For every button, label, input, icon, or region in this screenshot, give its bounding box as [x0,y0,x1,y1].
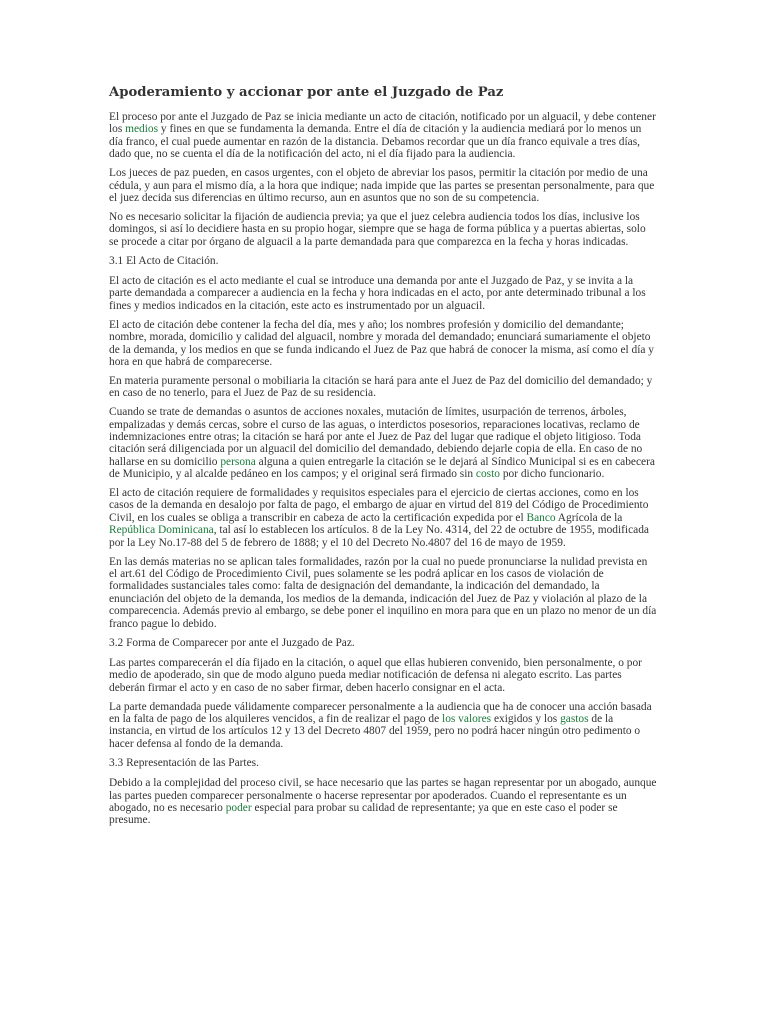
paragraph-2: Los jueces de paz pueden, en casos urgentes, con el objeto de abreviar los pasos, permitir la citación por medio de una cédula, y aun para el mismo día, a la hora que indique; nada impide que las partes se presentan personalmente, para que el juez decida sus diferencias en último recurso, aun en asuntos que no son de su competencia. [109,167,655,204]
text-run: por dicho funcionario. [499,468,605,481]
paragraph-11 [109,701,657,751]
text-run: Agrícola de la [555,511,623,524]
link-gastos[interactable]: gastos [560,713,589,726]
link-republica-dominicana[interactable]: República Dominicana [109,524,214,537]
text-run: especial para probar su calidad de representante; ya que en este caso el poder se presume. [109,802,618,827]
text-run: El proceso por ante el Juzgado de Paz se inicia mediante un acto de citación, notificado por un alguacil, y debe contener los [109,111,656,136]
link-costo[interactable]: costo [475,468,500,481]
text-run: Cuando se trate de demandas o asuntos de acciones noxales, mutación de límites, usurpación de terrenos, árboles, empalizadas y demás cercas, sobre el curso de las aguas, o interdictos posesorios, reparaciones locativas, reclamo de indemnizaciones entre otras; la citación se hará por ante el Juez de Paz del lugar que radique el objeto litigioso. Toda citación será diligenciada por un alguacil del domicilio del demandado, debiendo dejarle copia de ella. En caso de no hallarse en su domicilio [109,406,643,468]
link-poder[interactable]: poder [225,802,252,814]
document-page [109,84,657,833]
paragraph-1 [109,111,657,161]
paragraph-9: En las demás materias no se aplican tales formalidades, razón por la cual no puede pronunciarse la nulidad prevista en el art.61 del Código de Procedimiento Civil, pues solamente se les podrá aplicar en los casos de violación de formalidades sustanciales tales como: falta de designación del demandante, la indicación del demandado, la enunciación del objeto de la demanda, los medios de la demanda, indicación del Juez de Paz y violación al plazo de la comparecencia. Además previo al embargo, se debe poner el inquilino en mora para que en un plazo no menor de un día franco pague lo debido. [109,555,657,630]
paragraph-7 [109,406,657,480]
text-run: Debido a la complejidad del proceso civil, se hace necesario que las partes se hagan representar por un abogado, aunque las partes pueden comparecer personalmente o hacerse representar por apoderados. Cuando el representante es un abogado, no es necesario [109,777,657,814]
text-run: alguna a quien entregarle la citación se le dejará al Síndico Municipal si es en cabecera de Municipio, y al alcalde pedáneo en los campos; y el original será firmado sin [109,455,655,481]
paragraph-4: El acto de citación es el acto mediante el cual se introduce una demanda por ante el Juzgado de Paz, y se invita a la parte demandada a comparecer a audiencia en la fecha y hora indicadas en el acto, por ante determinado tribunal a los fines y medios indicados en la citación, este acto es instrumentado por un alguacil. [109,274,646,312]
paragraph-6: En materia puramente personal o mobiliaria la citación se hará para ante el Juez de Paz del domicilio del demandado; y en caso de no tenerlo, para el Juez de Paz de su residencia. [109,374,653,400]
text-run: de la instancia, en virtud de los artículos 12 y 13 del Decreto 4807 del 1959, pero no podrá hacer ningún otro pedimento o hacer defensa al fondo de la demanda. [109,713,641,750]
section-heading-3-1: 3.1 El Acto de Citación. [109,254,219,267]
link-persona[interactable]: persona [220,455,256,468]
text-run: El acto de citación requiere de formalidades y requisitos especiales para el ejercicio de ciertas acciones, como en los casos de la demanda en desalojo por falta de pago, el embargo de ajuar en virtud del 819 del Código de Procedimiento Civil, en los cuales se obliga a transcribir en cabeza de acto la certificación expedida por el [109,487,649,524]
paragraph-12 [109,777,657,827]
text-run: exigidos y los [491,713,561,726]
text-run: y fines en que se fundamenta la demanda. Entre el día de citación y la audiencia mediará por lo menos un día franco, el cual puede aumentar en razón de la distancia. Debamos recordar que un día franco equivale a tres días, dado que, no se cuenta el día de la notificación del acto, ni el día fijado para la audiencia. [109,123,642,161]
link-medios[interactable]: medios [125,123,159,136]
link-los-valores[interactable]: los valores [442,713,492,726]
section-heading-3-2: 3.2 Forma de Comparecer por ante el Juzgado de Paz. [109,636,355,649]
paragraph-5: El acto de citación debe contener la fecha del día, mes y año; los nombres profesión y domicilio del demandante; nombre, morada, domicilio y calidad del alguacil, nombre y morada del demandado; enunciará sumariamente el objeto de la demanda, y los medios en que se funda indicando el Juez de Paz que habrá de conocer la misma, así como el día y hora en que habrá de comparecerse. [109,318,654,368]
paragraph-8 [109,487,657,549]
paragraph-10: Las partes comparecerán el día fijado en la citación, o aquel que ellas hubieren convenido, bien personalmente, o por medio de apoderado, sin que de modo alguno pueda mediar notificación de defensa ni alegato escrito. Las partes deberán firmar el acto y en caso de no saber firmar, deben hacerlo consignar en el acta. [109,656,642,694]
section-heading-3-3: 3.3 Representación de las Partes. [109,756,259,769]
link-banco[interactable]: Banco [526,511,556,524]
paragraph-3: No es necesario solicitar la fijación de audiencia previa; ya que el juez celebra audiencia todos los días, inclusive los domingos, si así lo decidiere hasta en su propio hogar, siempre que se haga de forma pública y a puertas abiertas, solo se procede a citar por órgano de alguacil a la parte demandada para que comparezca en la fecha y horas indicadas. [109,210,646,248]
text-run: La parte demandada puede válidamente comparecer personalmente a la audiencia que ha de conocer una acción basada en la falta de pago de los alquileres vencidos, a fin de realizar el pago de [109,700,652,726]
document-title: Apoderamiento y accionar por ante el Juzgado de Paz [109,85,504,100]
text-run: , tal así lo establecen los artículos. 8 de la Ley No. 4314, del 22 de octubre de 1955, modificada por la Ley No.17-88 del 5 de febrero de 1888; y el 10 del Decreto No.4807 del 16 de mayo de 1959. [109,524,649,549]
